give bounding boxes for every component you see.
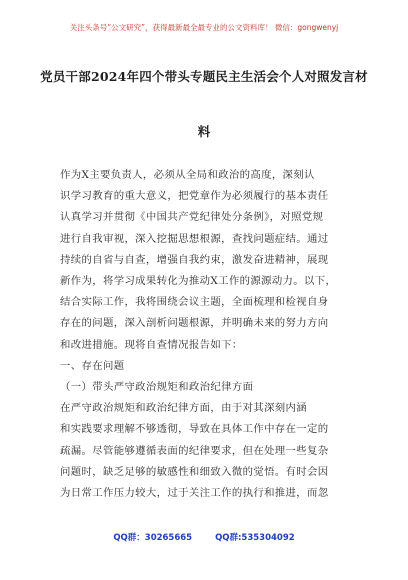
body-line: 为日常工作压力较大，过于关注工作的执行和推进，而忽 [60, 487, 329, 500]
body-line: 存在的问题，深入剖析问题根源，并明确未来的努力方向 [60, 317, 329, 330]
body-line: 作为X主要负责人，必须从全局和政治的高度，深刻认 [60, 169, 315, 181]
document-title-continuation: 料 [197, 124, 211, 139]
body-line: 认真学习并贯彻《中国共产党纪律处分条例》，对照党规 [60, 211, 324, 224]
subsection-heading: （一）带头严守政治规矩和政治纪律方面 [60, 381, 254, 394]
body-line: 结合实际工作，我将围绕会议主题，全面梳理和检视自身 [60, 296, 329, 309]
body-line: 新作为，将学习成果转化为推动X工作的源源动力。以下， [60, 275, 337, 288]
footer-contact [0, 531, 408, 543]
body-line: 问题时，缺乏足够的敏感性和细致入微的觉悟。有时会因 [60, 465, 329, 478]
document-title: 党员干部2024年四个带头专题民主生活会个人对照发言材 [40, 69, 368, 84]
body-line: 在严守政治规矩和政治纪律方面，由于对其深刻内涵 [60, 402, 308, 415]
document-body [60, 165, 350, 504]
header-promo-note: 关注头条号“公文研究”，获得最新最全最专业的公文资料库！ 微信：gongwenyj [69, 23, 339, 32]
body-line: 疏漏。尽管能够遵循表面的纪律要求，但在处理一些复杂 [60, 444, 329, 457]
body-line: 和改进措施。现将自查情况报告如下： [60, 338, 243, 351]
body-line: 识学习教育的重大意义，把党章作为必须履行的基本责任 [60, 190, 329, 203]
body-line: 持续的自省与自查，增强自我约束，激发奋进精神，展现 [60, 253, 329, 266]
body-line: 和实践要求理解不够透彻，导致在具体工作中存在一定的 [60, 423, 329, 436]
footer-qq-group-1: QQ群：30265665 [113, 533, 193, 543]
footer-qq-group-2: QQ群:535304092 [215, 533, 295, 543]
body-line: 进行自我审视，深入挖掘思想根源，查找问题症结。通过 [60, 232, 329, 245]
section-heading: 一、存在问题 [60, 359, 125, 372]
